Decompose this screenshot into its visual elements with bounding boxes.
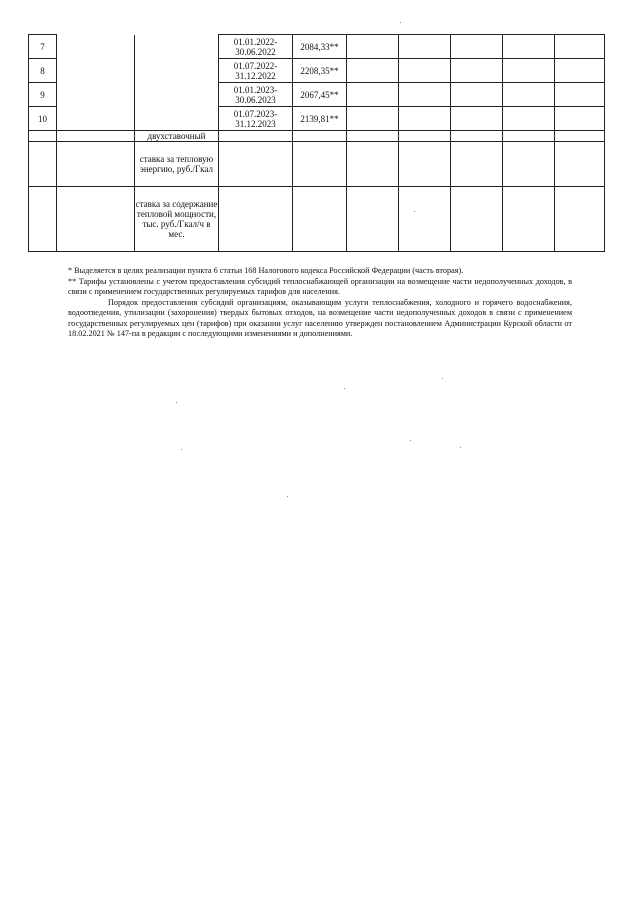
period-cell: 01.01.2022-30.06.2022 — [219, 35, 293, 59]
price-cell: 2084,33** — [293, 35, 347, 59]
row-number: 10 — [29, 107, 57, 131]
period-cell: 01.07.2023-31.12.2023 — [219, 107, 293, 131]
price-cell: 2139,81** — [293, 107, 347, 131]
footnote-vat: * Выделяется в целях реализации пункта 6 статьи 168 Налогового кодекса Российской Федерации (часть вторая). — [68, 266, 464, 275]
row-number: 9 — [29, 83, 57, 107]
table-row — [29, 59, 605, 83]
footnotes — [68, 266, 572, 340]
footnote-subsidy: ** Тарифы установлены с учетом предоставления субсидий теплоснабжающей организации на возмещение части недополученных доходов, в связи с применением государственных регулируемых тарифов для населения. — [68, 276, 572, 296]
price-cell: 2208,35** — [293, 59, 347, 83]
table-row — [29, 142, 605, 187]
row-number: 7 — [29, 35, 57, 59]
table-row — [29, 35, 605, 59]
energy-rate-label: ставка за тепловую энергию, руб./Гкал — [135, 142, 219, 187]
capacity-rate-label: ставка за содержание тепловой мощности, тыс. руб./Гкал/ч в мес. — [135, 187, 219, 252]
subsidy-procedure-paragraph: Порядок предоставления субсидий организациям, оказывающим услуги теплоснабжения, холодного и горячего водоснабжения, водоотведения, утилизации (захоронения) твердых бытовых отходов, на возмещение части недополученных доходов в связи с применением государственных регулируемых цен (тарифов) при оказании услуг населению утвержден постановлением Администрации Курской области от 18.02.2021 № 147-па в редакции с последующими изменениями и дополнениями. — [68, 297, 572, 338]
table-row — [29, 107, 605, 131]
table-row — [29, 187, 605, 252]
table-row — [29, 83, 605, 107]
price-cell: 2067,45** — [293, 83, 347, 107]
period-cell: 01.01.2023-30.06.2023 — [219, 83, 293, 107]
table-row — [29, 131, 605, 142]
row-number: 8 — [29, 59, 57, 83]
tariff-table — [28, 34, 605, 252]
period-cell: 01.07.2022-31.12.2022 — [219, 59, 293, 83]
two-part-label: двухставочный — [135, 131, 219, 142]
